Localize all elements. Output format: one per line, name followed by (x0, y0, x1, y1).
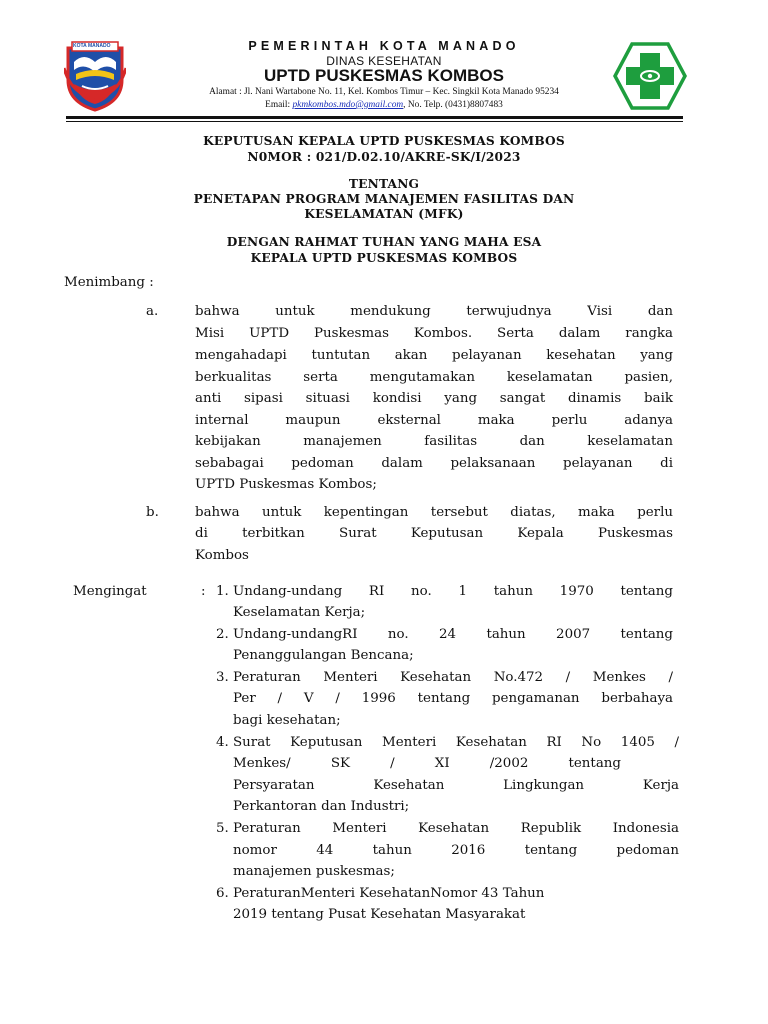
mengingat-label: Mengingat (73, 584, 147, 599)
paragraph-line: bahwa untuk kepentingan tersebut diatas, maka perlu (195, 505, 673, 520)
paragraph-line: bahwa untuk mendukung terwujudnya Visi dan (195, 304, 673, 319)
list-number: 6. (216, 886, 229, 901)
list-number: 4. (216, 735, 229, 750)
regulation-line: nomor 44 tahun 2016 tentang pedoman (233, 843, 679, 858)
list-number: 3. (216, 670, 229, 685)
regulation-line: PeraturanMenteri KesehatanNomor 43 Tahun (233, 886, 545, 901)
government-name: PEMERINTAH KOTA MANADO (248, 39, 520, 53)
regulation-line: Persyaratan Kesehatan Lingkungan Kerja (233, 778, 679, 793)
decree-about: TENTANG (348, 177, 420, 191)
regulation-line: 2019 tentang Pusat Kesehatan Masyarakat (233, 907, 526, 922)
paragraph-line: sebabagai pedoman dalam pelaksanaan pelayanan di (195, 456, 673, 471)
regulation-line: Undang-undangRI no. 24 tahun 2007 tentang (233, 627, 673, 642)
authority-statement: KEPALA UPTD PUSKESMAS KOMBOS (250, 251, 518, 265)
regulation-line: Peraturan Menteri Kesehatan Republik Indonesia (233, 821, 679, 836)
paragraph-line: berkualitas serta mengutamakan keselamatan pasien, (195, 370, 673, 385)
letterhead-divider-thin (66, 121, 683, 122)
list-marker: b. (146, 505, 159, 520)
list-number: 5. (216, 821, 229, 836)
emblem-banner-text: KOTA MANADO (73, 43, 111, 49)
paragraph-line: di terbitkan Surat Keputusan Kepala Puskesmas (195, 526, 673, 541)
unit-name: UPTD PUSKESMAS KOMBOS (264, 66, 504, 85)
letterhead-divider-thick (66, 116, 683, 119)
paragraph-line: UPTD Puskesmas Kombos; (195, 477, 377, 492)
decree-subject-line-2: KESELAMATAN (MFK) (304, 207, 464, 221)
mengingat-colon: : (201, 584, 206, 599)
decree-title: KEPUTUSAN KEPALA UPTD PUSKESMAS KOMBOS (203, 134, 565, 148)
regulation-line: Surat Keputusan Menteri Kesehatan RI No 1405 / (233, 735, 679, 750)
email-label: Email: (265, 100, 293, 110)
regulation-line: manajemen puskesmas; (233, 864, 395, 879)
phone-number: , No. Telp. (0431)8807483 (403, 100, 503, 110)
paragraph-line: anti sipasi situasi kondisi yang sangat dinamis baik (195, 391, 673, 406)
decree-number: N0MOR : 021/D.02.10/AKRE-SK/I/2023 (247, 150, 521, 164)
paragraph-line: Misi UPTD Puskesmas Kombos. Serta dalam rangka (195, 326, 673, 341)
paragraph-line: internal maupun eksternal maka perlu adanya (195, 413, 673, 428)
department-name: DINAS KESEHATAN (326, 54, 442, 68)
address-line: Alamat : Jl. Nani Wartabone No. 11, Kel. Kombos Timur – Kec. Singkil Kota Manado 95234 (209, 87, 559, 97)
contact-line (0, 100, 768, 110)
paragraph-line: Kombos (195, 548, 249, 563)
list-marker: a. (146, 304, 159, 319)
paragraph-line: mengahadapi tuntutan akan pelayanan kesehatan yang (195, 348, 673, 363)
regulation-line: Undang-undang RI no. 1 tahun 1970 tentang (233, 584, 673, 599)
paragraph-line: kebijakan manajemen fasilitas dan keselamatan (195, 434, 673, 449)
regulation-line: Menkes/ SK / XI /2002 tentang (233, 756, 621, 771)
list-number: 2. (216, 627, 229, 642)
regulation-line: Perkantoran dan Industri; (233, 799, 410, 814)
email-link[interactable]: pkmkombos.mdo@gmail.com (292, 100, 404, 110)
regulation-line: Penanggulangan Bencana; (233, 648, 414, 663)
grace-statement: DENGAN RAHMAT TUHAN YANG MAHA ESA (226, 235, 542, 249)
list-number: 1. (216, 584, 229, 599)
decree-subject-line-1: PENETAPAN PROGRAM MANAJEMEN FASILITAS DAN (193, 192, 575, 206)
regulation-line: Keselamatan Kerja; (233, 605, 366, 620)
regulation-line: bagi kesehatan; (233, 713, 341, 728)
menimbang-label: Menimbang : (64, 275, 154, 290)
regulation-line: Per / V / 1996 tentang pengamanan berbahaya (233, 691, 673, 706)
regulation-line: Peraturan Menteri Kesehatan No.472 / Menkes / (233, 670, 673, 685)
